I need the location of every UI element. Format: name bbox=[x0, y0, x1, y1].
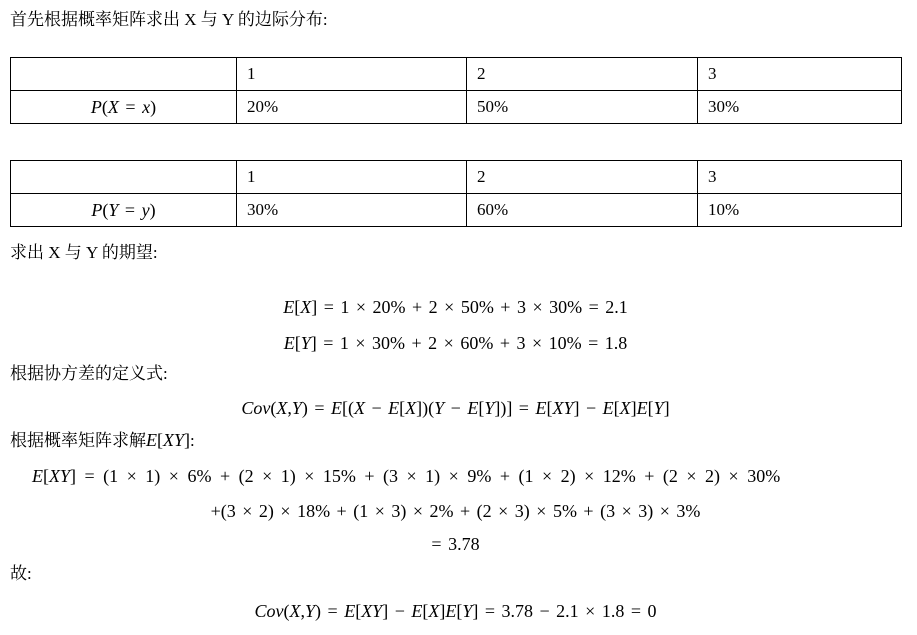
marginal-distribution-table-y bbox=[10, 160, 902, 227]
formula-exy-line1: E[XY] = (1 × 1) × 6% + (2 × 1) × 15% + (3 × 1) × 9% + (1 × 2) × 12% + (2 × 2) × 30% bbox=[32, 466, 781, 486]
expectation-section-label: 求出 X 与 Y 的期望: bbox=[10, 243, 158, 262]
table-header-row bbox=[11, 161, 902, 194]
formula-covariance-definition: Cov(X,Y) = E[(X − E[X])(Y − E[Y])] = E[XY] − E[X]E[Y] bbox=[241, 398, 670, 418]
value-cell: 20% bbox=[237, 91, 467, 124]
header-cell-blank bbox=[11, 161, 237, 194]
header-cell-1: 1 bbox=[237, 161, 467, 194]
value-cell: 10% bbox=[698, 194, 902, 227]
header-cell-2: 2 bbox=[467, 161, 698, 194]
covariance-definition-label: 根据协方差的定义式: bbox=[10, 364, 168, 383]
header-cell-3: 3 bbox=[698, 161, 902, 194]
value-cell: 60% bbox=[467, 194, 698, 227]
table-data-row bbox=[11, 91, 902, 124]
formula-exy-line2: +(3 × 2) × 18% + (1 × 3) × 2% + (2 × 3) × 5% + (3 × 3) × 3% bbox=[210, 501, 701, 521]
intro-text: 首先根据概率矩阵求出 X 与 Y 的边际分布: bbox=[10, 10, 328, 29]
value-cell: 50% bbox=[467, 91, 698, 124]
formula-expected-y: E[Y] = 1 × 30% + 2 × 60% + 3 × 10% = 1.8 bbox=[283, 333, 628, 353]
header-cell-blank bbox=[11, 58, 237, 91]
therefore-label: 故: bbox=[10, 564, 32, 583]
header-cell-1: 1 bbox=[237, 58, 467, 91]
table-data-row bbox=[11, 194, 902, 227]
value-cell: 30% bbox=[698, 91, 902, 124]
exy-label-math: E[XY] bbox=[146, 430, 191, 450]
table-header-row bbox=[11, 58, 902, 91]
formula-exy-result: = 3.78 bbox=[431, 534, 480, 554]
row-label-px: P(X = x) bbox=[11, 91, 237, 124]
marginal-distribution-table-x bbox=[10, 57, 902, 124]
formula-expected-x: E[X] = 1 × 20% + 2 × 50% + 3 × 30% = 2.1 bbox=[283, 297, 628, 317]
formula-covariance-result: Cov(X,Y) = E[XY] − E[X]E[Y] = 3.78 − 2.1 × 1.8 = 0 bbox=[254, 601, 657, 621]
row-label-py: P(Y = y) bbox=[11, 194, 237, 227]
header-cell-3: 3 bbox=[698, 58, 902, 91]
exy-label-prefix: 根据概率矩阵求解 bbox=[10, 431, 146, 450]
header-cell-2: 2 bbox=[467, 58, 698, 91]
exy-section-label bbox=[10, 428, 901, 453]
value-cell: 30% bbox=[237, 194, 467, 227]
exy-label-suffix: : bbox=[190, 431, 195, 450]
